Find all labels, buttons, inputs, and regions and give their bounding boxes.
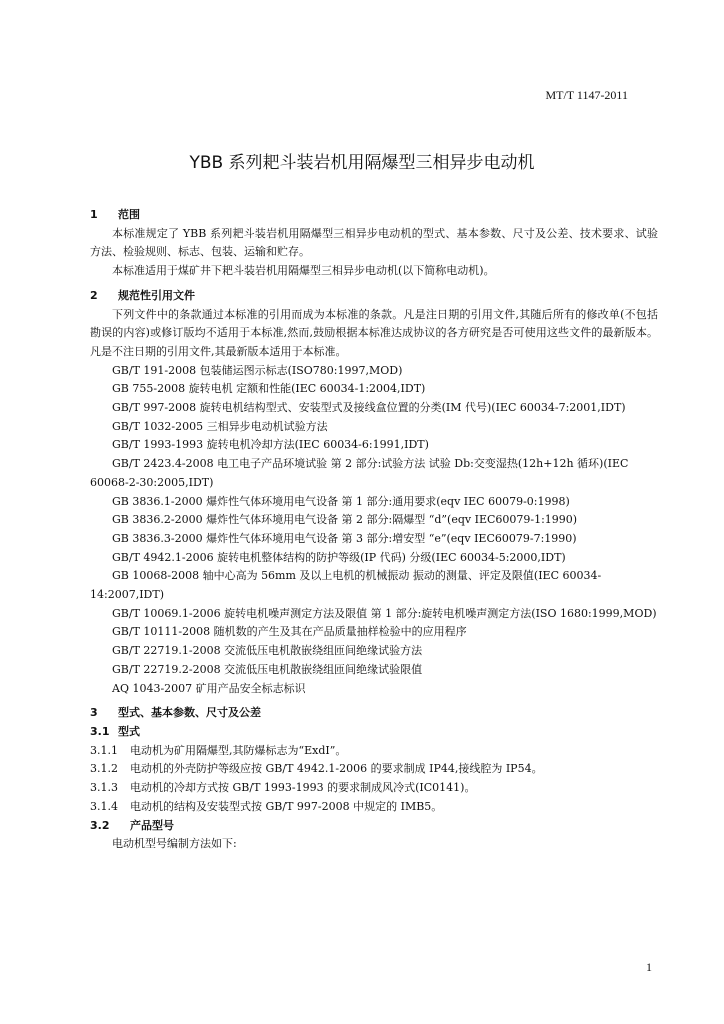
- clause-text: 电动机的外壳防护等级应按 GB/T 4942.1-2006 的要求制成 IP44,接线腔为 IP54。: [130, 762, 543, 776]
- page-number: 1: [646, 960, 652, 974]
- reference-item: GB/T 10111-2008 随机数的产生及其在产品质量抽样检验中的应用程序: [112, 625, 467, 639]
- reference-item: GB/T 4942.1-2006 旋转电机整体结构的防护等级(IP 代码) 分级(IEC 60034-5:2000,IDT): [112, 550, 566, 564]
- document-title: YBB 系列耙斗装岩机用隔爆型三相异步电动机: [189, 153, 535, 173]
- standard-number: MT/T 1147-2011: [545, 88, 628, 102]
- reference-item: GB/T 1032-2005 三相异步电动机试验方法: [112, 419, 328, 433]
- subsection-heading-type: [90, 723, 658, 742]
- reference-item: GB 3836.1-2000 爆炸性气体环境用电气设备 第 1 部分:通用要求(eqv IEC 60079-0:1998): [112, 494, 570, 508]
- reference-item: GB 3836.2-2000 爆炸性气体环境用电气设备 第 2 部分:隔爆型 “d”(eqv IEC60079-1:1990): [112, 513, 578, 527]
- subsection-title: 型式: [118, 724, 140, 738]
- clause-number: 3.1.4: [90, 799, 118, 813]
- subsection-number: 3.1: [90, 724, 110, 738]
- reference-item: GB/T 997-2008 旋转电机结构型式、安装型式及接线盒位置的分类(IM 代号)(IEC 60034-7:2001,IDT): [112, 401, 626, 415]
- section-heading-types: [90, 704, 658, 723]
- section-title: 规范性引用文件: [118, 288, 195, 302]
- clause-item: [90, 779, 658, 798]
- section-number: 3: [90, 706, 98, 720]
- clause-number: 3.1.2: [90, 762, 118, 776]
- section-title: 范围: [118, 208, 140, 221]
- paragraph: 下列文件中的条款通过本标准的引用而成为本标准的条款。凡是注日期的引用文件,其随后所有的修改单(不包括勘误的内容)或修订版均不适用于本标准,然而,鼓励根据本标准达成协议的各方研究是否可使用这些文件的最新版本。凡是不注日期的引用文件,其最新版本适用于本标准。: [90, 307, 658, 358]
- paragraph: 本标准适用于煤矿井下耙斗装岩机用隔爆型三相异步电动机(以下简称电动机)。: [112, 264, 495, 278]
- reference-item: GB/T 22719.1-2008 交流低压电机散嵌绕组匝间绝缘试验方法: [112, 644, 423, 658]
- subsection-heading-model: [90, 817, 658, 836]
- document-body: [90, 206, 658, 854]
- section-heading-scope: [90, 206, 658, 225]
- reference-item: GB 3836.3-2000 爆炸性气体环境用电气设备 第 3 部分:增安型 “e”(eqv IEC60079-7:1990): [112, 531, 577, 545]
- reference-item: GB/T 10069.1-2006 旋转电机噪声测定方法及限值 第 1 部分:旋转电机噪声测定方法(ISO 1680:1999,MOD): [112, 606, 657, 620]
- paragraph: 电动机型号编制方法如下:: [112, 837, 237, 851]
- clause-number: 3.1.1: [90, 743, 118, 757]
- reference-item: GB/T 22719.2-2008 交流低压电机散嵌绕组匝间绝缘试验限值: [112, 662, 423, 676]
- reference-item: GB 10068-2008 轴中心高为 56mm 及以上电机的机械振动 振动的测量、评定及限值(IEC 60034-14:2007,IDT): [90, 569, 602, 602]
- section-number: 1: [90, 208, 98, 221]
- clause-item: [90, 742, 658, 761]
- section-title: 型式、基本参数、尺寸及公差: [118, 706, 261, 720]
- clause-item: [90, 760, 658, 779]
- reference-item: GB/T 2423.4-2008 电工电子产品环境试验 第 2 部分:试验方法 试验 Db:交变湿热(12h+12h 循环)(IEC 60068-2-30:2005,IDT): [90, 457, 629, 489]
- subsection-number: 3.2: [90, 818, 110, 832]
- subsection-title: 产品型号: [130, 818, 174, 832]
- section-number: 2: [90, 288, 98, 302]
- section-heading-references: [90, 287, 658, 306]
- clause-text: 电动机的结构及安装型式按 GB/T 997-2008 中规定的 IMB5。: [130, 799, 443, 813]
- paragraph: 本标准规定了 YBB 系列耙斗装岩机用隔爆型三相异步电动机的型式、基本参数、尺寸及公差、技术要求、试验方法、检验规则、标志、包装、运输和贮存。: [90, 226, 658, 259]
- reference-item: GB 755-2008 旋转电机 定额和性能(IEC 60034-1:2004,IDT): [112, 382, 426, 396]
- reference-item: GB/T 1993-1993 旋转电机冷却方法(IEC 60034-6:1991,IDT): [112, 438, 429, 452]
- clause-number: 3.1.3: [90, 781, 118, 795]
- clause-text: 电动机的冷却方式按 GB/T 1993-1993 的要求制成风冷式(IC0141)。: [130, 781, 476, 795]
- reference-item: GB/T 191-2008 包装储运图示标志(ISO780:1997,MOD): [112, 363, 403, 377]
- clause-item: [90, 798, 658, 817]
- reference-item: AQ 1043-2007 矿用产品安全标志标识: [112, 681, 306, 695]
- clause-text: 电动机为矿用隔爆型,其防爆标志为“ExdI”。: [130, 743, 347, 757]
